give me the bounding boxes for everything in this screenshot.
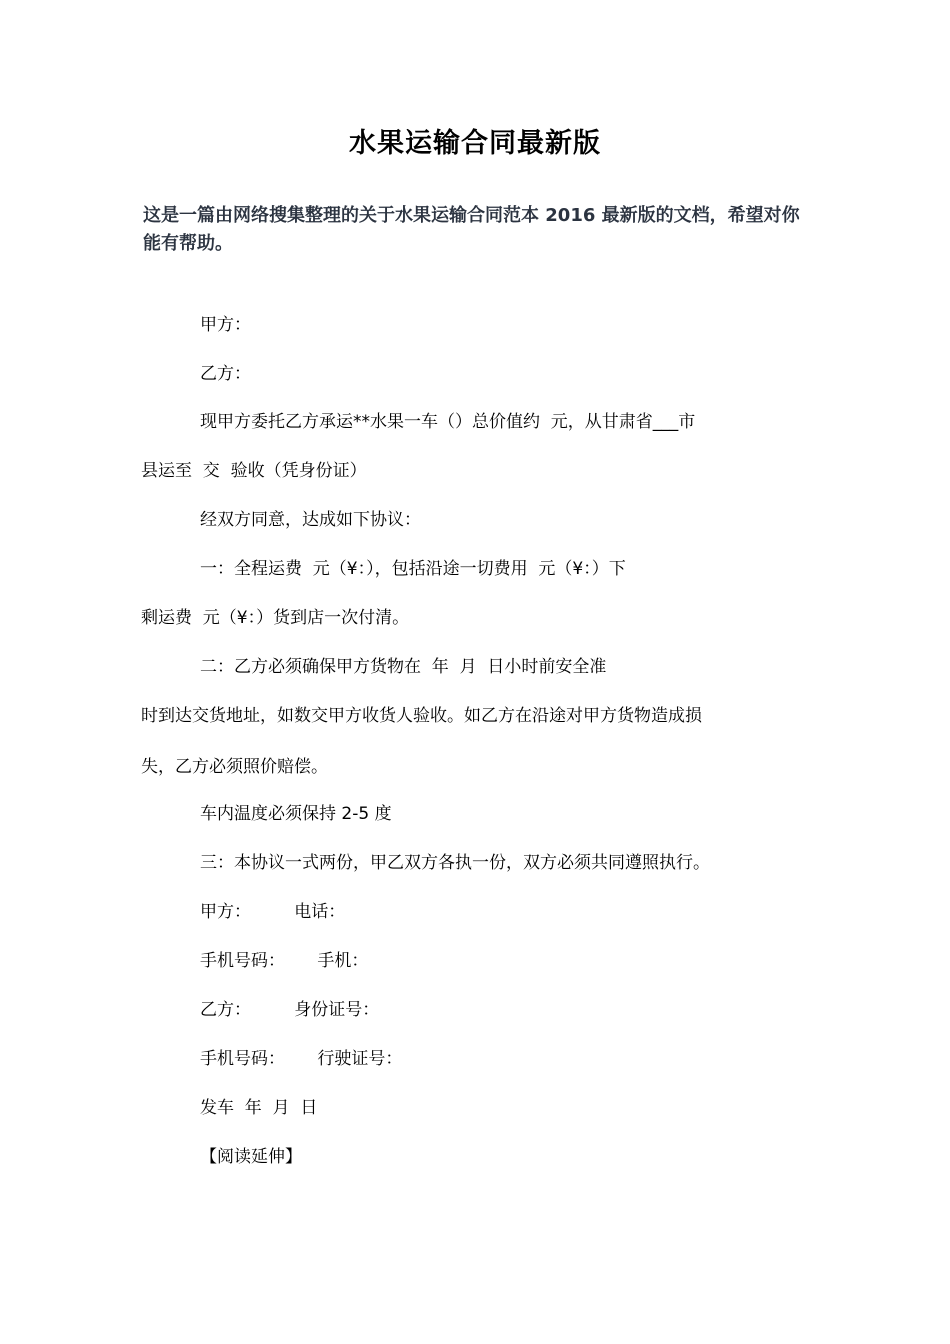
departure-date-line: 发车 年 月 日 [200,1098,318,1118]
party-b-id-line: 乙方： 身份证号： [200,1000,380,1020]
party-a-phone-line: 甲方： 电话： [200,902,346,922]
clause-two-line-1: 二：乙方必须确保甲方货物在 年 月 日小时前安全准 [200,657,607,677]
entrust-clause-line-2: 县运至 交 验收（凭身份证） [141,461,367,481]
clause-three-line: 三：本协议一式两份，甲乙双方各执一份，双方必须共同遵照执行。 [200,853,710,873]
entrust-clause-line-1: 现甲方委托乙方承运**水果一车（）总价值约 元，从甘肃省___市 [200,412,696,432]
party-a-mobile-line: 手机号码： 手机： [200,951,369,971]
party-b-license-line: 手机号码： 行驶证号： [200,1049,403,1069]
clause-two-line-3: 失，乙方必须照价赔偿。 [141,757,328,777]
document-title: 水果运输合同最新版 [349,128,601,159]
intro-paragraph: 这是一篇由网络搜集整理的关于水果运输合同范本 2016 最新版的文档，希望对你能有帮助。 [143,205,800,254]
party-a-line: 甲方： [200,315,251,335]
clause-one-line-1: 一：全程运费 元（¥：），包括沿途一切费用 元（¥：）下 [200,559,626,579]
temperature-line: 车内温度必须保持 2-5 度 [200,804,392,824]
clause-one-line-2: 剩运费 元（¥：）货到店一次付清。 [141,608,410,628]
party-b-line: 乙方： [200,364,251,384]
agreement-intro-line: 经双方同意，达成如下协议： [200,510,421,530]
read-more-heading: 【阅读延伸】 [200,1147,302,1167]
clause-two-line-2: 时到达交货地址，如数交甲方收货人验收。如乙方在沿途对甲方货物造成损 [141,706,702,726]
